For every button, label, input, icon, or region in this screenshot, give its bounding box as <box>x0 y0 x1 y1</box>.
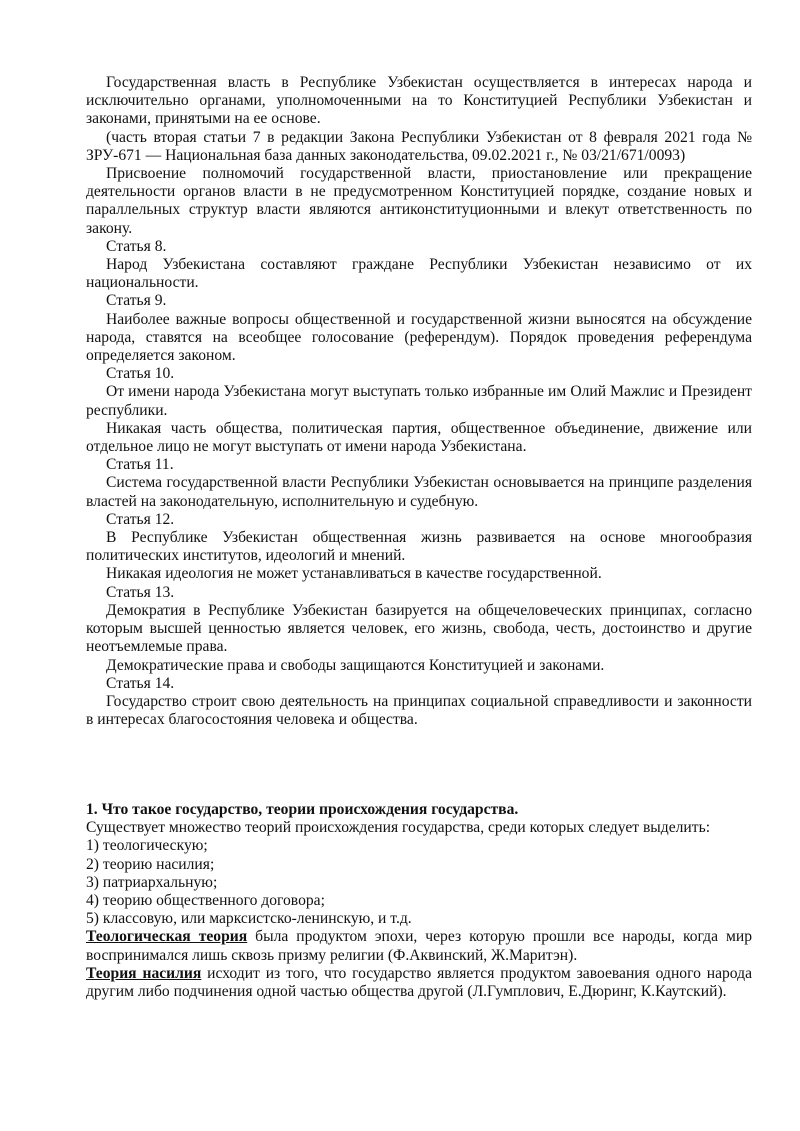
violence-theory-text: исходит из того, что государство является продуктом завоевания одного народа другим либо подчинения одной частью общества другой (Л.Гумплович, Е.Дюринг, К.Каутский). <box>86 964 752 1001</box>
paragraph-no-part: Никакая часть общества, политическая партия, общественное объединение, движение или отдельное лицо не могут выступать от имени народа Узбекистана. <box>86 419 752 456</box>
article-9-heading: Статья 9. <box>106 292 167 310</box>
paragraph-violence-theory <box>86 965 752 1001</box>
paragraph-unconstitutional: Присвоение полномочий государственной власти, приостановление или прекращение деятельности органов власти в не предусмотренном Конституцией порядке, создание новых и параллельных структур власти являются антиконституционными и влекут ответственность по закону. <box>86 165 752 237</box>
constitution-section <box>86 74 752 729</box>
paragraph-democracy: Демократия в Республике Узбекистан базируется на общечеловеческих принципах, согласно которым высшей ценностью является человек, его жизнь, свобода, честь, достоинство и другие неотъемлемые права. <box>86 601 752 656</box>
paragraph-separation-of-powers: Система государственной власти Республики Узбекистан основывается на принципе разделения властей на законодательную, исполнительную и судебную. <box>86 474 752 510</box>
section-heading: 1. Что такое государство, теории происхождения государства. <box>86 801 519 818</box>
paragraph-theological-theory <box>86 928 752 964</box>
theory-section <box>86 801 752 1001</box>
article-8-heading: Статья 8. <box>106 237 167 255</box>
paragraph-justice: Государство строит свою деятельность на принципах социальной справедливости и законности в интересах благосостояния человека и общества. <box>86 692 752 729</box>
article-13-heading: Статья 13. <box>106 583 175 601</box>
list-item: 2) теорию насилия; <box>86 855 215 873</box>
term-violence-theory: Теория насилия <box>86 964 202 982</box>
list-item: 5) классовую, или марксистско-ленинскую, и т.д. <box>86 910 412 928</box>
list-item: 1) теологическую; <box>86 837 208 855</box>
article-11-heading: Статья 11. <box>106 456 174 474</box>
list-item: 3) патриархальную; <box>86 873 218 891</box>
paragraph-referendum: Наиболее важные вопросы общественной и государственной жизни выносятся на обсуждение народа, ставятся на всеобщее голосование (референдум). Порядок проведения референдума определяется законом. <box>86 310 752 365</box>
paragraph-ideology: Никакая идеология не может устанавливаться в качестве государственной. <box>106 565 602 583</box>
list-item: 4) теорию общественного договора; <box>86 892 325 910</box>
paragraph-pluralism: В Республике Узбекистан общественная жизнь развивается на основе многообразия политических институтов, идеологий и мнений. <box>86 529 752 565</box>
paragraph-people: Народ Узбекистана составляют граждане Республики Узбекистан независимо от их национальности. <box>86 256 752 292</box>
article-14-heading: Статья 14. <box>106 674 175 692</box>
paragraph-amendment-note: (часть вторая статьи 7 в редакции Закона Республики Узбекистан от 8 февраля 2021 года № ЗРУ-671 — Национальная база данных законодательства, 09.02.2021 г., № 03/21/671/0093) <box>86 128 752 164</box>
paragraph-rights: Демократические права и свободы защищаются Конституцией и законами. <box>106 656 605 674</box>
theory-intro: Существует множество теорий происхождения государства, среди которых следует выделить: <box>86 819 711 837</box>
article-12-heading: Статья 12. <box>106 510 175 528</box>
paragraph-state-power: Государственная власть в Республике Узбекистан осуществляется в интересах народа и исключительно органами, уполномоченными на то Конституцией Республики Узбекистан и законами, принятыми на ее основе. <box>86 74 752 128</box>
theological-theory-text: была продуктом эпохи, через которую прошли все народы, когда мир воспринимался лишь сквозь призму религии (Ф.Аквинский, Ж.Маритэн). <box>86 928 752 964</box>
term-theological-theory: Теологическая теория <box>86 928 248 946</box>
article-10-heading: Статья 10. <box>106 365 175 383</box>
paragraph-representation: От имени народа Узбекистана могут выступать только избранные им Олий Мажлис и Президент республики. <box>86 383 752 419</box>
